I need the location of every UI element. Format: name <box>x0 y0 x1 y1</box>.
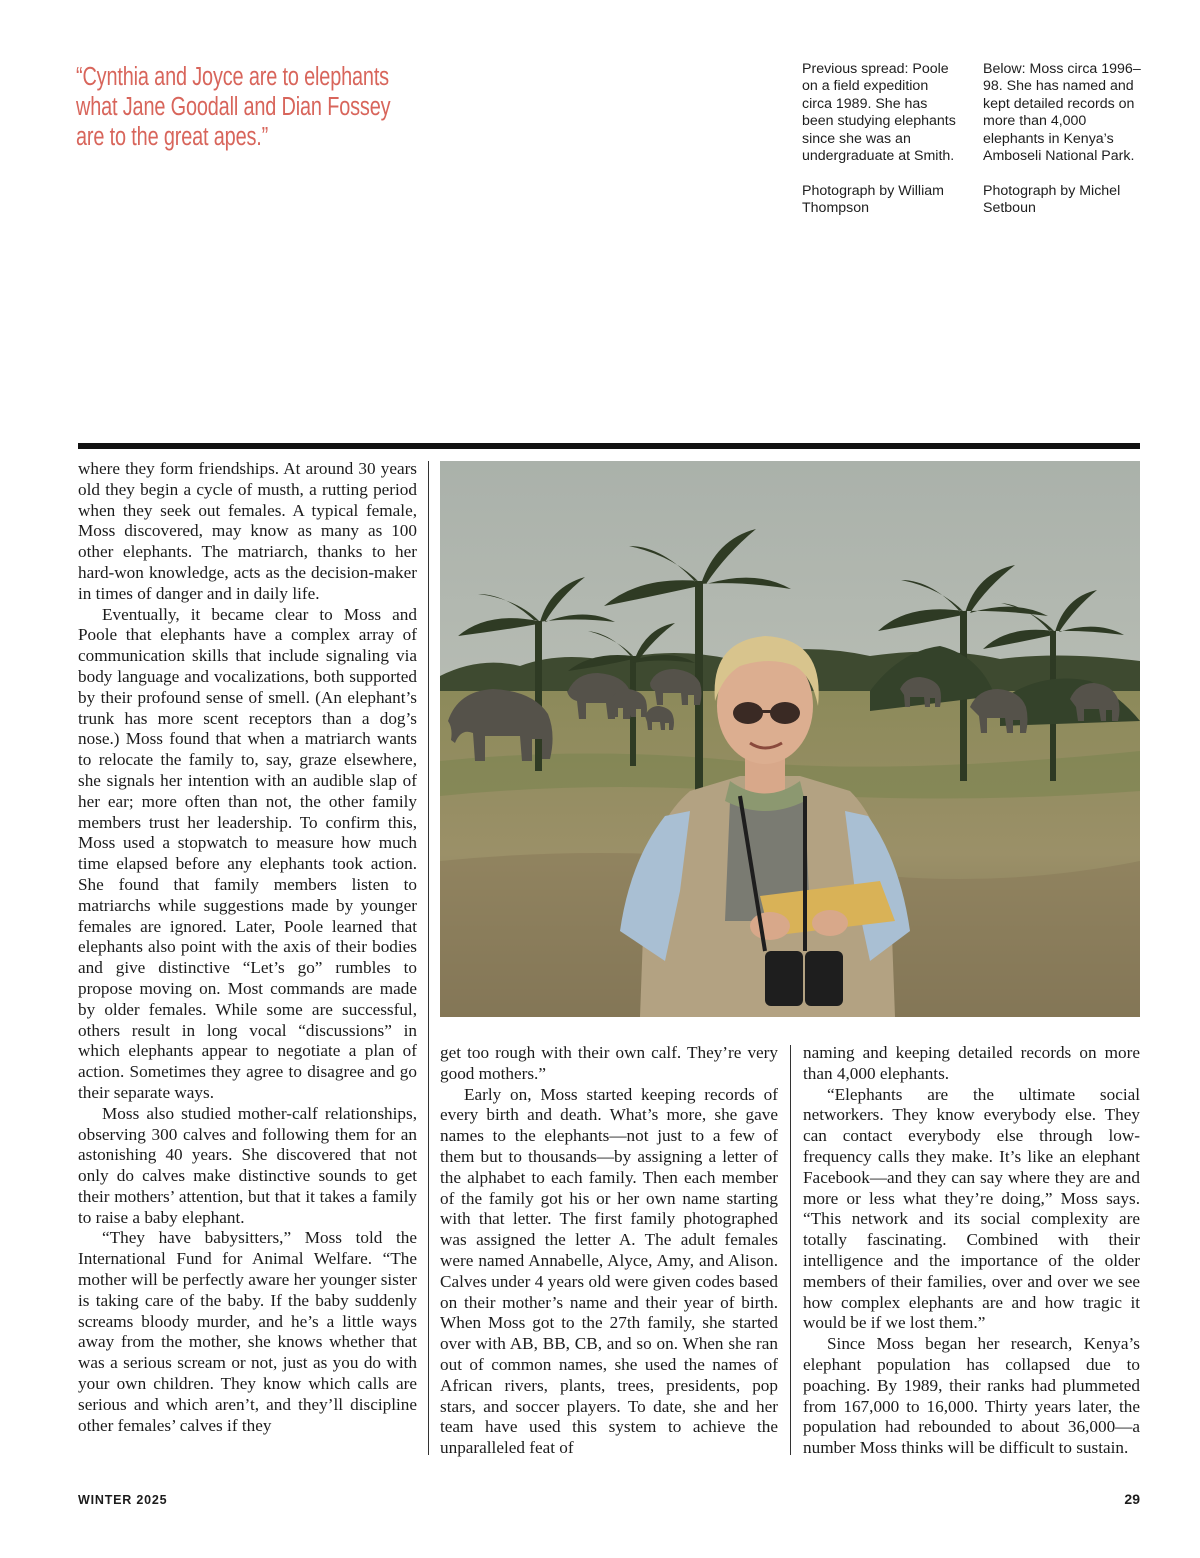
article-column-2 <box>440 1043 778 1459</box>
paragraph: naming and keeping detailed records on more than 4,000 elephants. <box>803 1043 1140 1083</box>
moss-field-photo <box>440 461 1140 1017</box>
paragraph: Early on, Moss started keeping records of every birth and death. What’s more, she gave names to the elephants—not just to a few of them but to thousands—by assigning a letter of the alphabet to each family. Then each member of the family got his or her own name starting with that letter. The first family photographed was assigned the letter A. The adult females were named Annabelle, Alyce, Amy, and Alison. Calves under 4 years old were given codes based on their mother’s name and their year of birth. When Moss got to the 27th family, she started over with AB, BB, CB, and so on. When she ran out of common names, she used the names of African rivers, plants, trees, presidents, pop stars, and soccer players. To date, she and her team have used this system to achieve the unparalleled feat of <box>440 1084 778 1458</box>
photo-illustration <box>440 461 1140 1017</box>
issue-label: WINTER 2025 <box>78 1493 168 1507</box>
paragraph: get too rough with their own calf. They’re very good mothers.” <box>440 1043 778 1083</box>
pull-quote: “Cynthia and Joyce are to elephants what Jane Goodall and Dian Fossey are to the great apes.” <box>76 63 391 151</box>
paragraph: Moss also studied mother-calf relationships, observing 300 calves and following them for an astonishing 40 years. She discovered that not only do calves make distinctive sounds to get their mothers’ attention, but that it takes a family to raise a baby elephant. <box>78 1103 417 1227</box>
paragraph: where they form friendships. At around 30 years old they begin a cycle of musth, a rutting period when they seek out females. A typical female, Moss discovered, may know as many as 100 other elephants. The matriarch, thanks to her hard-won knowledge, acts as the decision-maker in times of danger and in daily life. <box>78 459 417 603</box>
photo-caption-previous-spread <box>802 61 962 218</box>
paragraph: “They have babysitters,” Moss told the International Fund for Animal Welfare. “The mother will be perfectly aware her younger sister is taking care of the baby. If the baby suddenly screams bloody murder, and he’s a little ways away from the mother, she knows whether that was a serious scream or not, just as you do with your own children. They know which calls are serious and which aren’t, and they’ll discipline other females’ calves if they <box>78 1228 417 1435</box>
caption-text: Previous spread: Poole on a field expedition circa 1989. She has been studying elephants since she was an undergraduate at Smith. <box>802 61 956 165</box>
photo-credit: Photograph by Michel Setboun <box>983 182 1121 217</box>
photo-credit: Photograph by William Thompson <box>802 182 944 217</box>
column-divider <box>428 461 429 1455</box>
paragraph: Since Moss began her research, Kenya’s elephant population has collapsed due to poaching. By 1989, their ranks had plummeted from 167,000 to 16,000. Thirty years later, the population had rebounded to about 36,000—a number Moss thinks will be difficult to sustain. <box>803 1334 1140 1458</box>
paragraph: “Elephants are the ultimate social networkers. They know everybody else. They can contact everybody else through low-frequency calls they make. It’s like an elephant Facebook—and they can say where they are and more or less what they’re doing,” Moss says. “This network and its social complexity are totally fascinating. Combined with their intelligence and the importance of the older members of their families, over and over we see how complex elephants are and how tragic it would be if we lost them.” <box>803 1084 1140 1333</box>
column-divider <box>790 1045 791 1455</box>
paragraph: Eventually, it became clear to Moss and Poole that elephants have a complex array of communication skills that include signaling via body language and vocalizations, both supported by their profound sense of smell. (An elephant’s trunk has more scent receptors than a dog’s nose.) Moss found that when a matriarch wants to relocate the family to, say, graze elsewhere, she signals her intention with an audible slap of her ear; more often than not, the other family members trust her leadership. To confirm this, Moss used a stopwatch to measure how much time elapsed before any elephants took action. She found that family members listen to matriarchs while suggestions made by younger females are ignored. Later, Poole learned that elephants also point with the axis of their bodies and give distinctive “Let’s go” rumbles to propose moving on. Most commands are made by older females. While some are successful, others result in long vocal “discussions” in which elephants appear to negotiate a plan of action. Sometimes they agree to disagree and go their separate ways. <box>78 604 417 1102</box>
page-number: 29 <box>1124 1491 1140 1507</box>
article-column-1 <box>78 459 417 1436</box>
caption-text: Below: Moss circa 1996–98. She has named and kept detailed records on more than 4,000 elephants in Kenya’s Amboseli National Park. <box>983 61 1141 165</box>
photo-caption-below <box>983 61 1143 218</box>
article-column-3 <box>803 1043 1140 1459</box>
section-rule <box>78 443 1140 449</box>
